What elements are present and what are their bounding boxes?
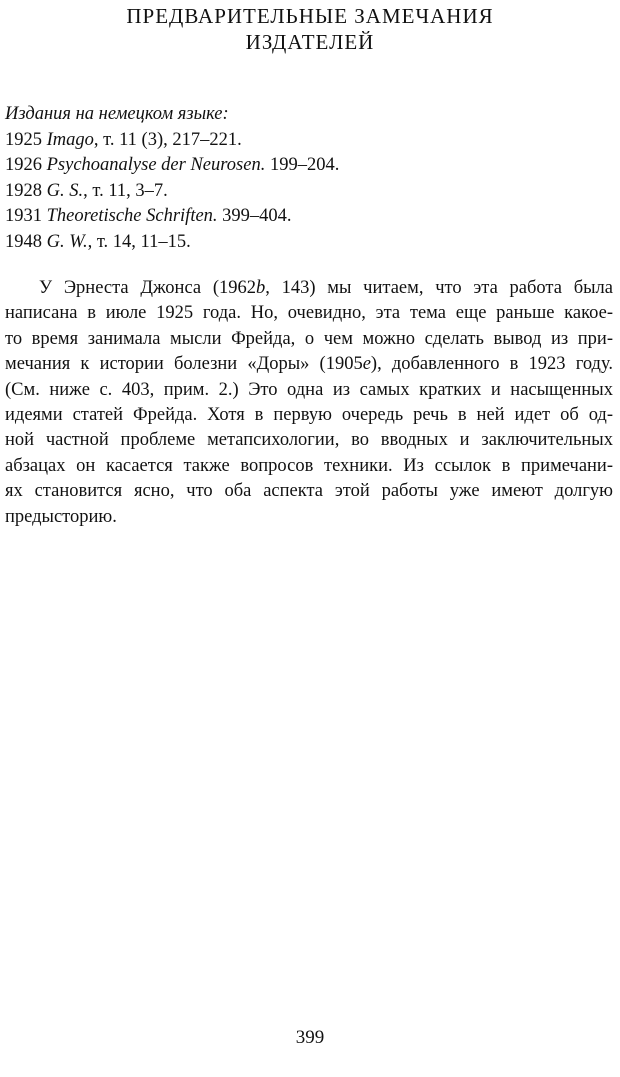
edition-details: 399–404.	[217, 206, 292, 226]
edition-details: , т. 11, 3–7.	[83, 180, 168, 201]
edition-details: 199–204.	[265, 155, 340, 175]
edition-entry	[5, 230, 605, 256]
edition-entry	[5, 204, 605, 230]
edition-title: G. S.	[46, 180, 84, 201]
edition-entry	[5, 179, 605, 205]
paragraph-line: написана в июле 1925 года. Но, очевидно, эта тема еще раньше какое-	[5, 303, 613, 324]
editions-heading: Издания на немецком языке:	[5, 104, 229, 124]
edition-title: Imago	[46, 129, 94, 150]
edition-details: , т. 14, 11–15.	[87, 231, 191, 252]
edition-year: 1948	[5, 231, 42, 252]
edition-entry	[5, 153, 605, 179]
section-title-line-1: ПРЕДВАРИТЕЛЬНЫЕ ЗАМЕЧАНИЯ	[126, 4, 494, 28]
section-title-line-2: ИЗДАТЕЛЕЙ	[245, 30, 375, 54]
text-run: , 143) мы читаем, что эта работа была	[265, 278, 613, 298]
text-run-italic: e	[362, 354, 371, 375]
text-run: У Эрнеста Джонса (1962	[39, 278, 257, 298]
edition-title: Theoretische Schriften.	[46, 206, 218, 226]
text-run: ), добавленного в 1923 году.	[370, 354, 613, 375]
page-number: 399	[295, 1027, 325, 1048]
text-run-italic: b	[256, 278, 266, 298]
paragraph-line	[5, 352, 613, 377]
edition-details: , т. 11 (3), 217–221.	[93, 129, 242, 150]
edition-title: G. W.	[46, 231, 88, 252]
edition-year: 1926	[5, 155, 42, 175]
edition-year: 1931	[5, 206, 42, 226]
text-run: мечания к истории болезни «Доры» (1905	[5, 354, 363, 375]
edition-entry	[5, 128, 605, 154]
paragraph-line	[5, 276, 613, 301]
introductory-paragraph	[5, 276, 613, 530]
paragraph-line: то время занимала мысли Фрейда, о чем можно сделать вывод из при-	[5, 328, 613, 349]
paragraph-line: ной частной проблеме метапсихологии, во вводных и заключительных	[5, 430, 613, 451]
paragraph-line: ях становится ясно, что оба аспекта этой работы уже имеют долгую	[5, 481, 613, 502]
paragraph-line: предысторию.	[5, 506, 117, 527]
paragraph-line: идеями статей Фрейда. Хотя в первую очередь речь в ней идет об од-	[5, 405, 613, 426]
edition-year: 1925	[5, 129, 42, 150]
edition-title: Psychoanalyse der Neurosen.	[46, 155, 266, 175]
paragraph-line: (См. ниже с. 403, прим. 2.) Это одна из самых кратких и насыщенных	[5, 379, 613, 400]
german-editions-list	[5, 102, 605, 255]
paragraph-line: абзацах он касается также вопросов техники. Из ссылок в примечани-	[5, 455, 613, 476]
edition-year: 1928	[5, 180, 42, 201]
